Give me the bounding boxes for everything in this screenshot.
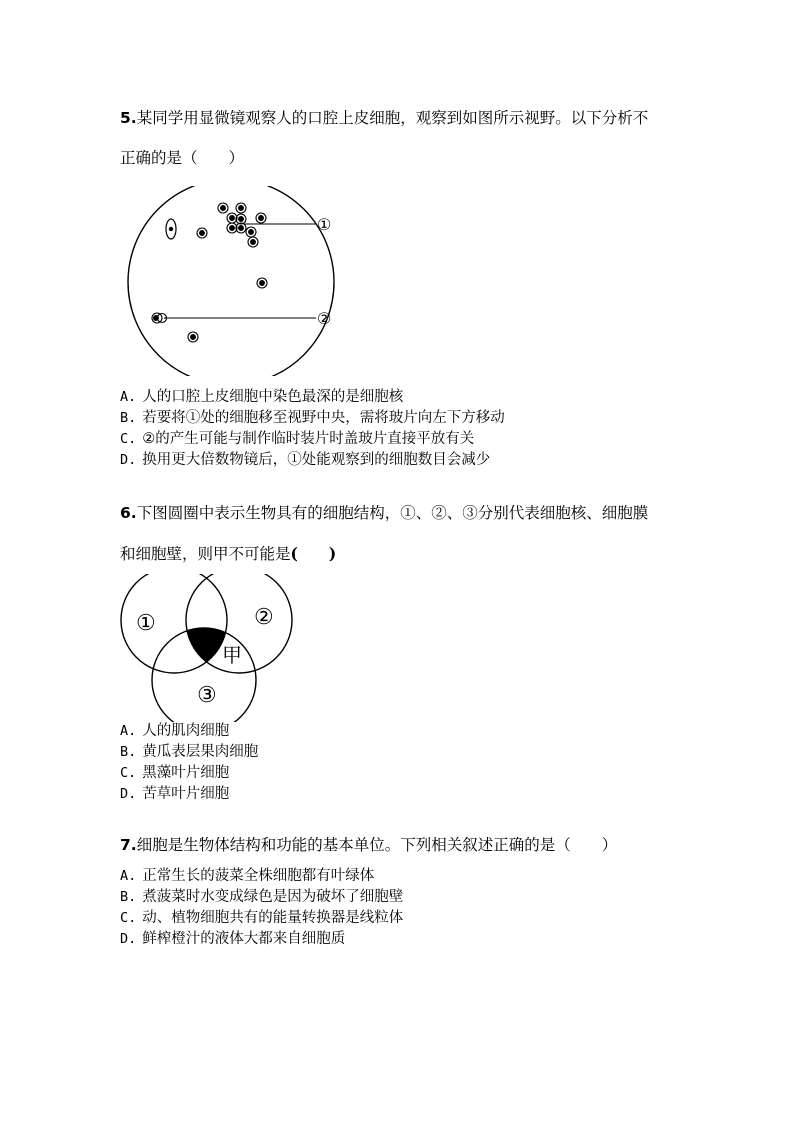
q7-option-d[interactable]: D. 鲜榨橙汁的液体大都来自细胞质 [120,931,346,947]
q6-stem-line2: 和细胞壁，则甲不可能是( ) [120,544,337,563]
q5-stem-line1: 5.某同学用显微镜观察人的口腔上皮细胞，观察到如图所示视野。以下分析不 [120,109,649,127]
q7-number: 7. [120,836,137,854]
figure-label-2: ② [317,309,332,328]
q6-number: 6. [120,504,137,522]
figure-label-1: ① [317,215,332,234]
q7-stem-line1: 7.细胞是生物体结构和功能的基本单位。下列相关叙述正确的是（ ） [120,836,618,854]
microscope-field-figure [120,186,350,376]
q6-stem-line1: 6.下图圆圈中表示生物具有的细胞结构，①、②、③分别代表细胞核、细胞膜 [120,504,649,522]
field-of-view-circle [128,186,334,376]
q7-option-b[interactable]: B. 煮菠菜时水变成绿色是因为破坏了细胞壁 [120,889,404,905]
q5-stem-line2: 正确的是（ ） [120,149,245,167]
venn-diagram-figure [118,574,298,722]
venn-label-2: ② [254,605,274,630]
q6-option-d[interactable]: D. 苦草叶片细胞 [120,786,230,802]
q7-option-c[interactable]: C. 动、植物细胞共有的能量转换器是线粒体 [120,910,404,926]
q5-option-b[interactable]: B. 若要将①处的细胞移至视野中央，需将玻片向左下方移动 [120,410,505,426]
q5-option-d[interactable]: D. 换用更大倍数物镜后，①处能观察到的细胞数目会减少 [120,452,491,468]
q6-option-c[interactable]: C. 黑藻叶片细胞 [120,765,230,781]
elongated-cell-nucleus [169,227,173,231]
q5-number: 5. [120,109,137,127]
q6-option-a[interactable]: A. 人的肌肉细胞 [120,723,230,739]
venn-label-jia: 甲 [222,643,242,667]
venn-label-3: ③ [197,683,217,708]
q5-option-a[interactable]: A. 人的口腔上皮细胞中染色最深的是细胞核 [120,389,404,405]
q7-option-a[interactable]: A. 正常生长的菠菜全株细胞都有叶绿体 [120,868,375,884]
venn-label-1: ① [136,611,156,636]
q6-option-b[interactable]: B. 黄瓜表层果肉细胞 [120,744,259,760]
q5-option-c[interactable]: C. ②的产生可能与制作临时装片时盖玻片直接平放有关 [120,431,475,447]
